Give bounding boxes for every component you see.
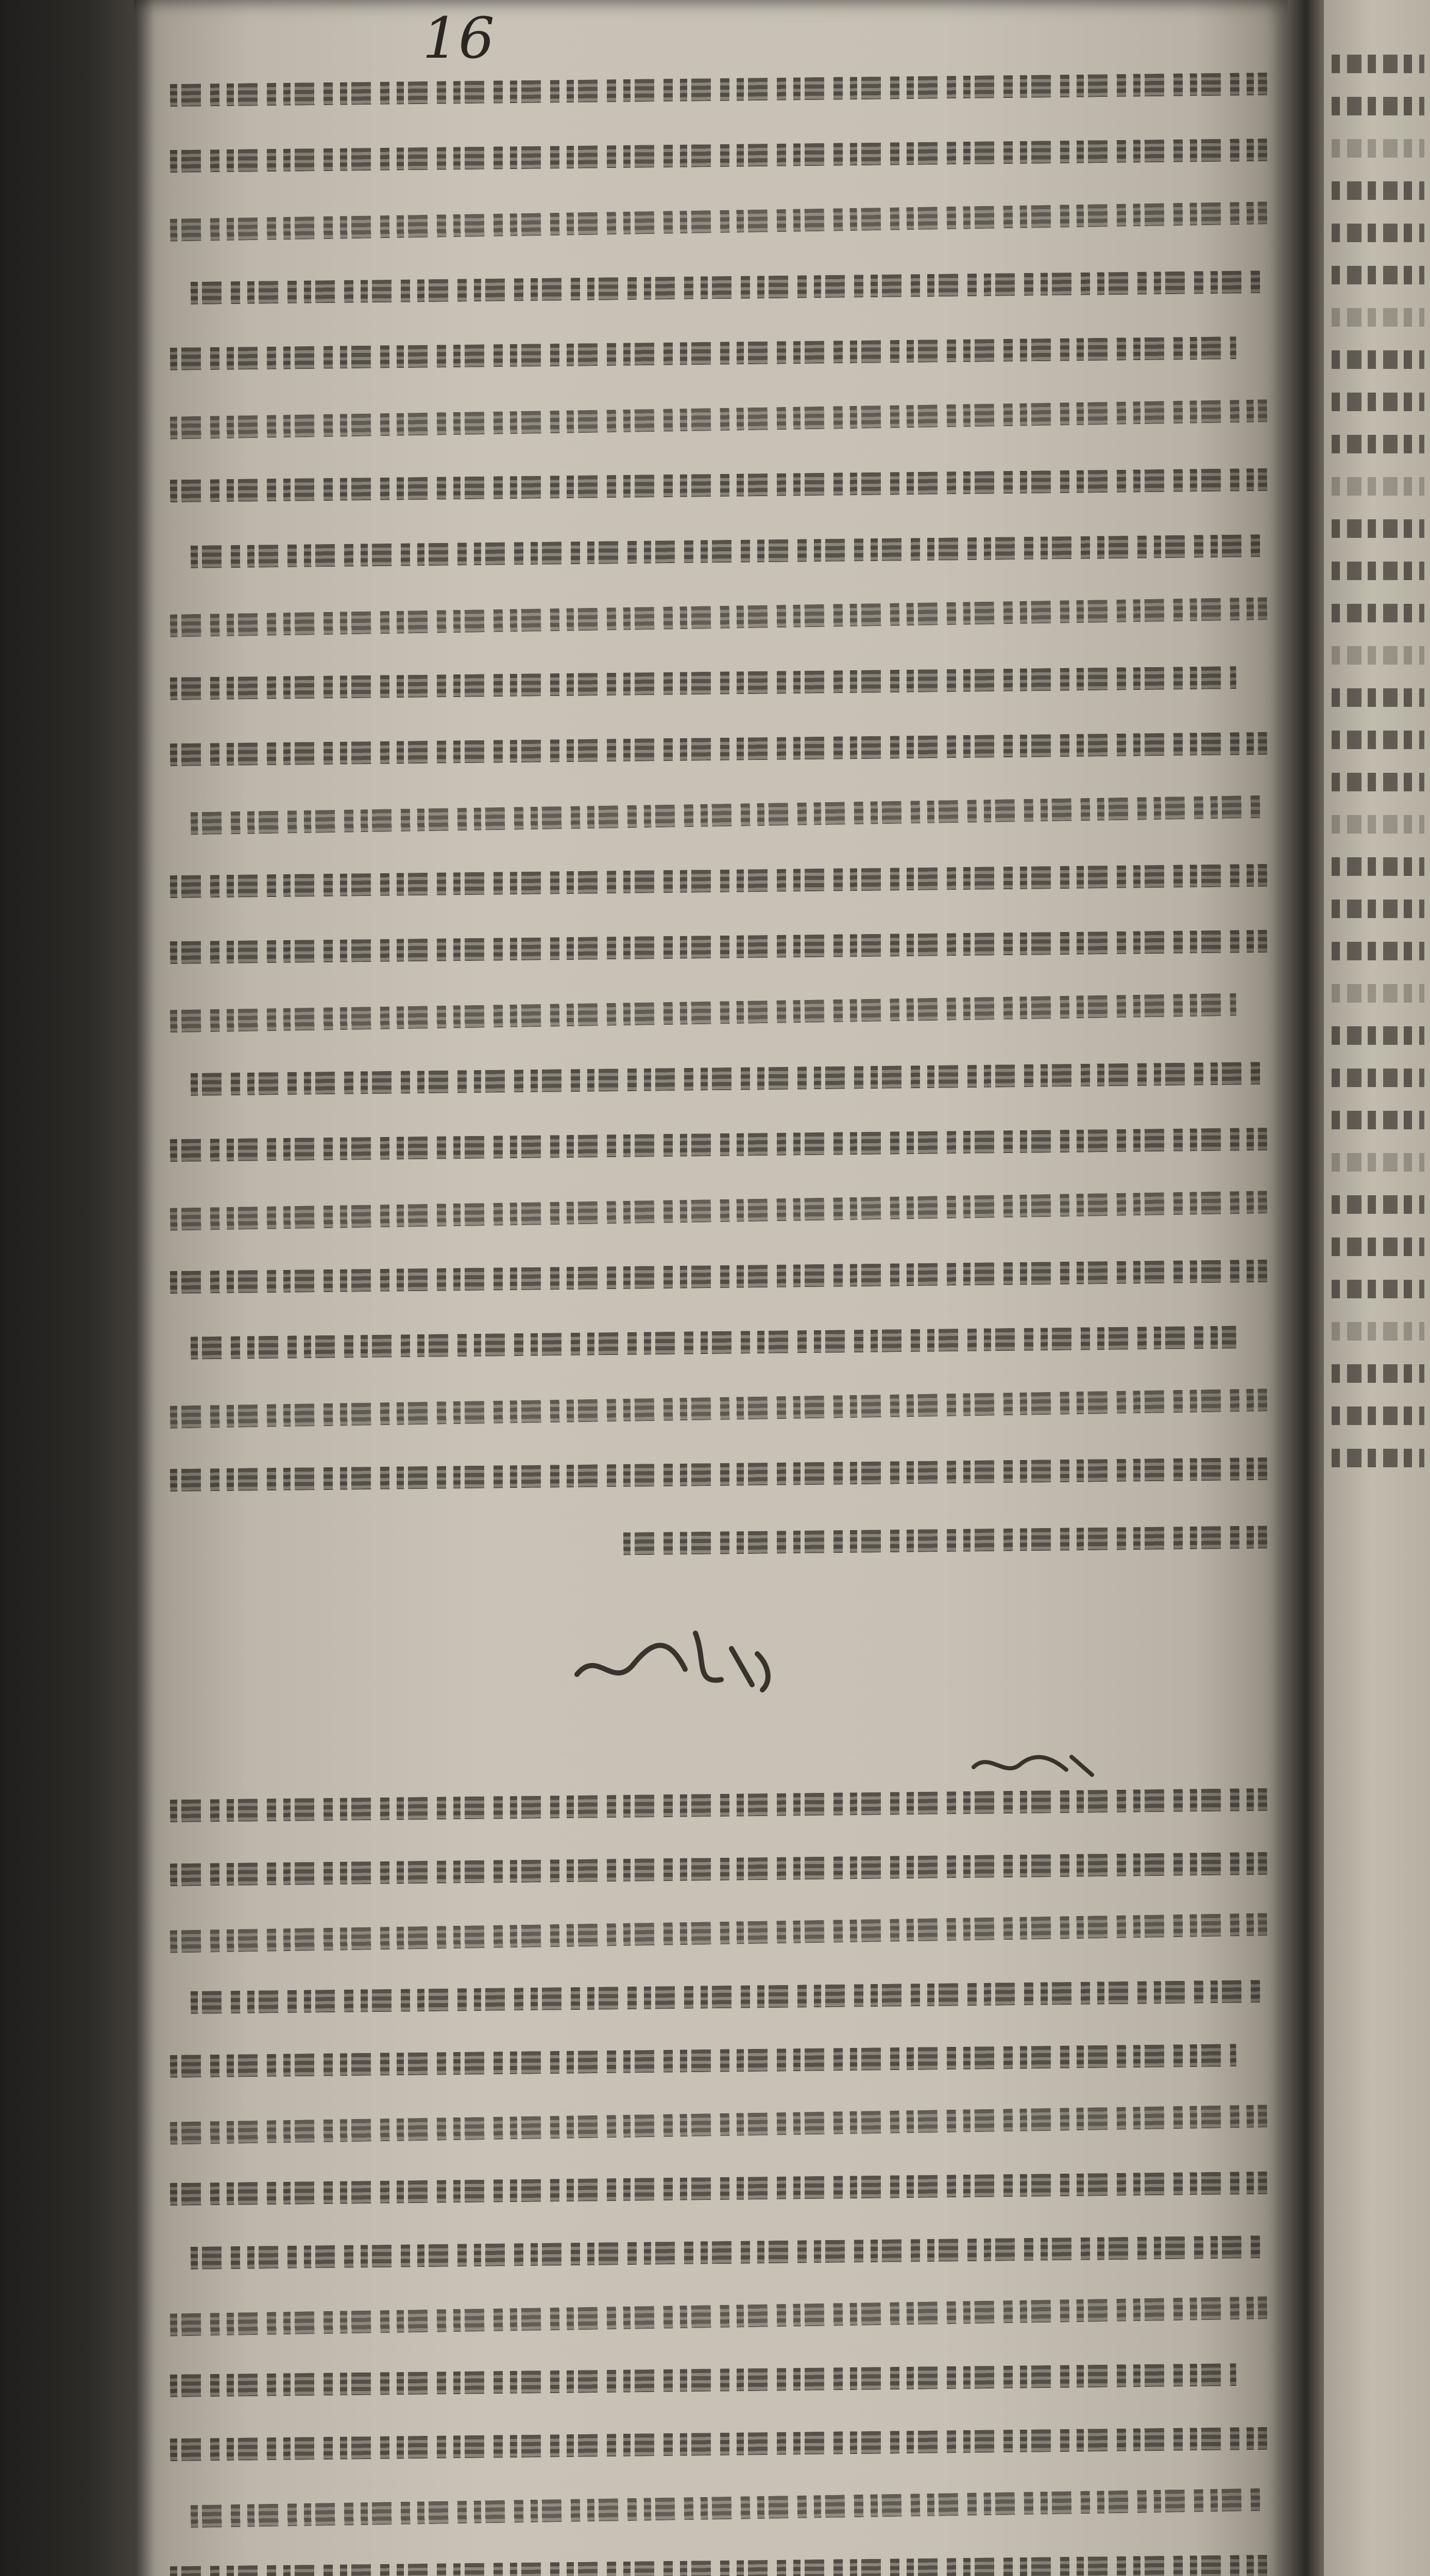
ink-stroke xyxy=(170,1260,1267,1294)
ink-stroke xyxy=(170,1913,1267,1953)
ink-stroke xyxy=(170,201,1267,241)
adjacent-page-line-fragment xyxy=(1332,1238,1424,1256)
adjacent-page-line-fragment xyxy=(1332,435,1424,453)
adjacent-page-line-fragment xyxy=(1332,181,1424,200)
entry-1-handwritten-line xyxy=(160,848,1272,914)
entry-2-handwritten-line xyxy=(160,2411,1272,2475)
ink-stroke xyxy=(170,732,1267,766)
ink-stroke xyxy=(170,666,1236,700)
adjacent-page-line-fragment xyxy=(1332,815,1424,834)
ink-stroke xyxy=(170,1191,1267,1230)
ink-stroke xyxy=(191,2488,1267,2528)
entry-1-handwritten-line xyxy=(160,1442,1272,1507)
entry-2-handwritten-line xyxy=(160,2219,1272,2283)
adjacent-page-line-fragment xyxy=(1332,1195,1424,1214)
entry-1-handwritten-line xyxy=(160,914,1272,980)
adjacent-page-line-fragment xyxy=(1332,1111,1424,1129)
adjacent-page-line-fragment xyxy=(1332,308,1424,327)
entry-1-handwritten-line xyxy=(160,980,1272,1046)
ink-stroke xyxy=(170,864,1267,898)
entry-2-handwritten-line xyxy=(160,2156,1272,2219)
ink-stroke xyxy=(191,2235,1267,2269)
adjacent-page-line-fragment xyxy=(1332,1406,1424,1425)
ink-stroke xyxy=(170,993,1236,1033)
register-entry-1 xyxy=(160,57,1272,1573)
binding-edge-left xyxy=(0,0,155,2576)
entry-2-handwritten-line xyxy=(160,1964,1272,2028)
entry-2-handwritten-line xyxy=(160,2539,1272,2576)
entry-1-handwritten-line xyxy=(160,57,1272,123)
entry-1-handwritten-line xyxy=(160,782,1272,848)
ink-stroke xyxy=(170,468,1267,502)
adjacent-page-line-fragment xyxy=(1332,1153,1424,1172)
entry-2-handwritten-line xyxy=(160,2347,1272,2411)
ink-stroke xyxy=(191,1062,1267,1096)
ink-stroke xyxy=(170,1128,1267,1162)
adjacent-page-line-fragment xyxy=(1332,1449,1424,1467)
adjacent-page-line-fragment xyxy=(1332,984,1424,1003)
entry-1-handwritten-line xyxy=(160,1178,1272,1244)
ink-stroke xyxy=(170,597,1267,637)
ink-stroke xyxy=(170,139,1267,173)
ink-stroke xyxy=(170,2296,1267,2336)
entry-1-handwritten-line xyxy=(160,1376,1272,1442)
adjacent-page-line-fragment xyxy=(1332,266,1424,284)
entry-1-handwritten-line xyxy=(160,1507,1272,1573)
adjacent-page-line-fragment xyxy=(1332,646,1424,665)
ink-stroke xyxy=(170,930,1267,964)
entry-1-handwritten-line xyxy=(160,1310,1272,1376)
adjacent-page-line-fragment xyxy=(1332,350,1424,369)
adjacent-page-line-fragment xyxy=(1332,393,1424,411)
ink-stroke xyxy=(170,1458,1267,1492)
entry-1-closing-signature xyxy=(567,1618,783,1700)
ink-stroke xyxy=(170,1788,1267,1822)
adjacent-page-line-fragment xyxy=(1332,773,1424,791)
entry-2-handwritten-line xyxy=(160,2475,1272,2539)
entry-1-handwritten-line xyxy=(160,255,1272,320)
adjacent-page-line-fragment xyxy=(1332,224,1424,242)
adjacent-page-line-fragment xyxy=(1332,688,1424,707)
ink-stroke xyxy=(170,336,1236,370)
entry-1-handwritten-line xyxy=(160,716,1272,782)
ink-stroke xyxy=(170,1852,1267,1886)
entry-1-handwritten-line xyxy=(160,1244,1272,1310)
entry-1-handwritten-line xyxy=(160,518,1272,584)
ink-stroke xyxy=(191,1326,1236,1359)
adjacent-page-line-fragment xyxy=(1332,900,1424,918)
adjacent-page-line-fragment xyxy=(1332,139,1424,158)
ink-stroke xyxy=(170,2555,1267,2576)
page-fold-shadow xyxy=(134,0,155,2576)
adjacent-page-line-fragment xyxy=(1332,1069,1424,1087)
folio-number: 16 xyxy=(422,5,495,71)
adjacent-page-text-fragments xyxy=(1332,31,1424,1491)
ink-stroke xyxy=(170,399,1267,439)
ink-stroke xyxy=(191,795,1267,835)
ink-stroke xyxy=(170,2105,1267,2144)
entry-1-handwritten-line xyxy=(160,650,1272,716)
entry-1-handwritten-line xyxy=(160,452,1272,518)
entry-2-handwritten-line xyxy=(160,1836,1272,1900)
entry-1-handwritten-line xyxy=(160,189,1272,255)
ink-stroke xyxy=(170,2363,1236,2397)
ink-stroke xyxy=(191,270,1267,304)
entry-1-handwritten-line xyxy=(160,123,1272,189)
adjacent-page-line-fragment xyxy=(1332,857,1424,876)
entry-1-handwritten-line xyxy=(160,320,1272,386)
entry-1-handwritten-line xyxy=(160,1046,1272,1112)
ink-stroke xyxy=(191,534,1267,568)
ink-stroke xyxy=(170,2427,1267,2461)
ink-stroke xyxy=(170,1388,1267,1428)
ink-stroke xyxy=(170,2172,1267,2206)
entry-2-handwritten-line xyxy=(160,1772,1272,1836)
register-entry-2 xyxy=(160,1772,1272,2576)
entry-2-handwritten-line xyxy=(160,2283,1272,2347)
adjacent-page-line-fragment xyxy=(1332,1364,1424,1383)
entry-2-handwritten-line xyxy=(160,1900,1272,1964)
adjacent-page-line-fragment xyxy=(1332,1026,1424,1045)
adjacent-page-line-fragment xyxy=(1332,562,1424,580)
adjacent-page-line-fragment xyxy=(1332,519,1424,538)
adjacent-page-line-fragment xyxy=(1332,1322,1424,1341)
ink-stroke xyxy=(191,1980,1267,2014)
adjacent-page-line-fragment xyxy=(1332,731,1424,749)
book-gutter xyxy=(1288,0,1324,2576)
adjacent-page-line-fragment xyxy=(1332,55,1424,73)
ink-stroke xyxy=(170,2044,1236,2078)
adjacent-page-line-fragment xyxy=(1332,97,1424,115)
adjacent-page-line-fragment xyxy=(1332,1280,1424,1298)
entry-2-handwritten-line xyxy=(160,2028,1272,2092)
ink-stroke xyxy=(170,73,1267,107)
adjacent-page-line-fragment xyxy=(1332,477,1424,496)
ink-stroke xyxy=(623,1526,1267,1555)
entry-1-handwritten-line xyxy=(160,1112,1272,1178)
entry-1-handwritten-line xyxy=(160,386,1272,452)
entry-1-handwritten-line xyxy=(160,584,1272,650)
adjacent-page-line-fragment xyxy=(1332,942,1424,960)
entry-2-handwritten-line xyxy=(160,2092,1272,2156)
adjacent-page-line-fragment xyxy=(1332,604,1424,622)
